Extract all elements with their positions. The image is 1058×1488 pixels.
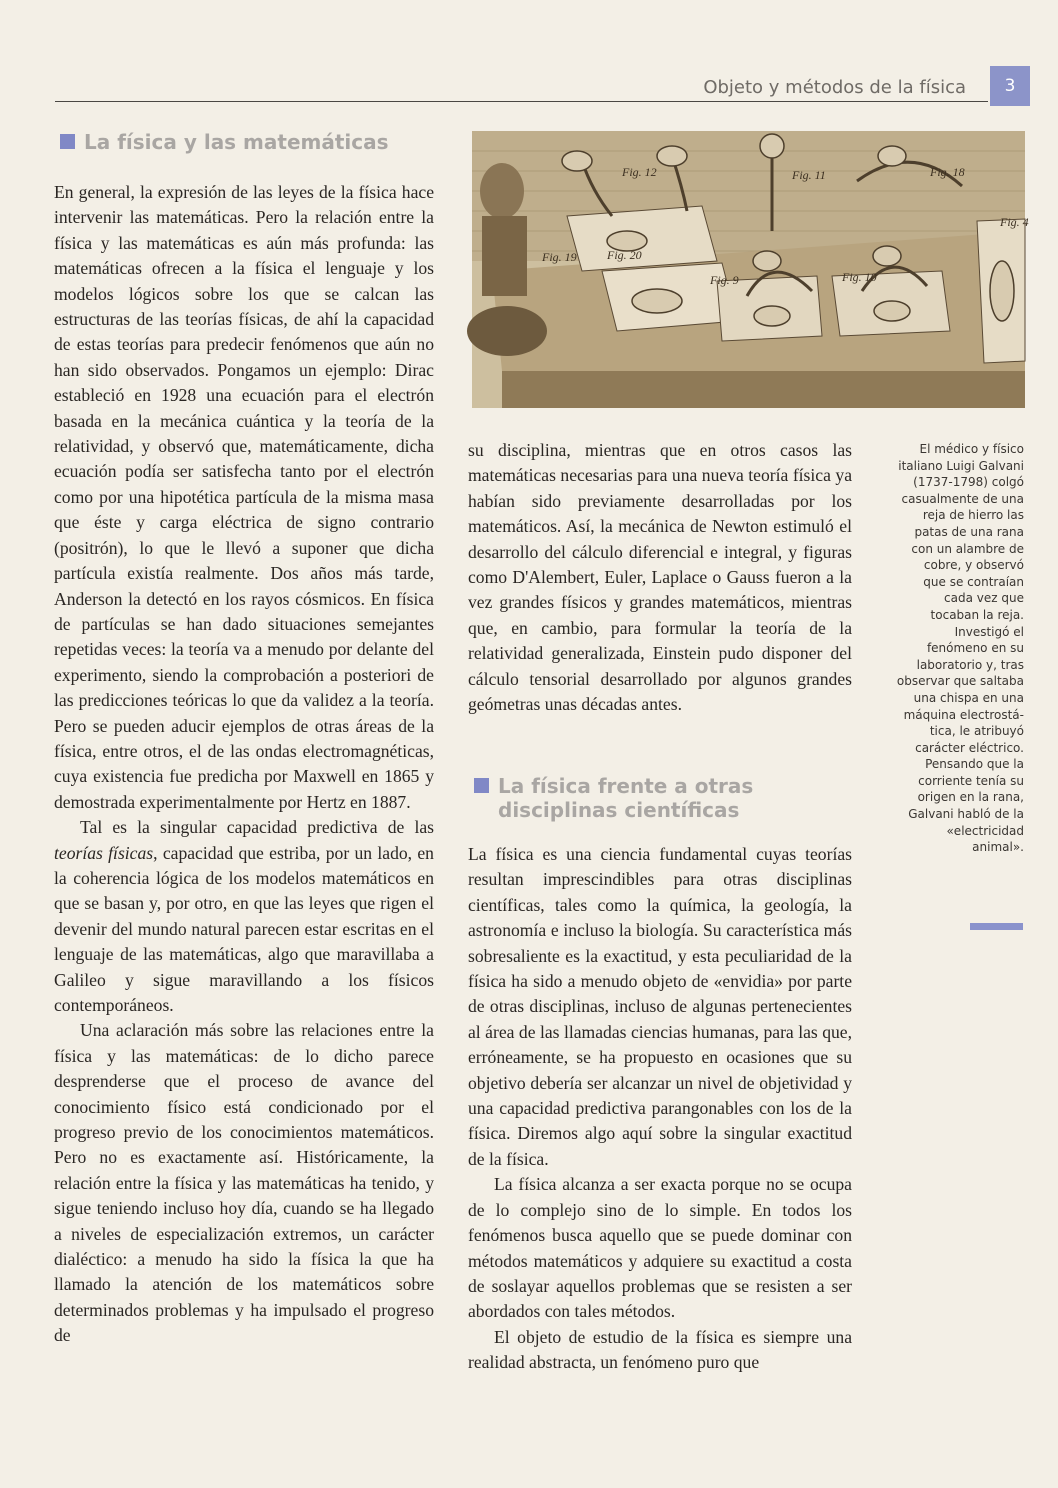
section-heading-physics-math [60, 130, 389, 154]
paragraph: La física es una ciencia fundamental cuyas teorías resultan imprescindibles para otras disciplinas científicas, tales como la química, la geología, la astronomía e incluso la biología. Su característica más sobresaliente es la exactitud, y esta peculiaridad de la física ha sido a menudo objeto de «envidia» por parte de otras disciplinas, incluso de algunas pertenecientes al área de las llamadas ciencias humanas, para las que, erróneamente, se ha propuesto en ocasiones que su objetivo debería ser alcanzar un nivel de objetividad y una capacidad predictiva parangonables con los de la física. Diremos algo aquí sobre la singular exactitud de la física. [468, 844, 852, 1169]
caption-line: «electricidad [946, 823, 1024, 838]
caption-line: cada vez que [944, 591, 1024, 606]
middle-column-bottom [468, 842, 852, 1376]
fig-label: Fig. 20 [607, 248, 642, 262]
section-heading-other-disciplines [474, 774, 753, 822]
caption-line: fenómeno en su [926, 641, 1024, 656]
caption-line: que se contraían [923, 574, 1024, 589]
heading-line: La física frente a otras [498, 774, 754, 798]
caption-line: una chispa en una [913, 690, 1024, 705]
caption-line: reja de hierro las [922, 508, 1024, 523]
left-column [54, 180, 434, 1349]
header-rule [55, 101, 988, 102]
caption-line: italiano Luigi Galvani [898, 458, 1024, 473]
caption-line: con un alambre de [911, 541, 1024, 556]
caption-line: Galvani habló de la [908, 807, 1024, 822]
paragraph [54, 815, 434, 1018]
paragraph: La física alcanza a ser exacta porque no se ocupa de lo complejo sino de lo simple. En todos los fenómenos busca aquello que se puede dominar con métodos matemáticos y adquiere su exactitud a costa de soslayar aquellos problemas que se resisten a ser abordados con tales métodos. [468, 1174, 852, 1322]
paragraph: El objeto de estudio de la física es siempre una realidad abstracta, un fenómeno puro que [468, 1326, 852, 1373]
galvani-engraving-image [472, 131, 1029, 408]
caption-line: El médico y físico [919, 442, 1024, 456]
section-heading-text: La física y las matemáticas [84, 130, 389, 154]
paragraph-text: , capacidad que estriba, por un lado, en la coherencia lógica de los modelos matemáticos en que se basan y, por otro, en que las leyes que rigen el devenir del mundo natural parecen estar escritas en el lenguaje de las matemáticas, algo que maravillaba a Galileo y sigue maravillando a los físicos contemporáneos. [54, 842, 434, 1015]
fig-label: Fig. 10 [842, 270, 877, 284]
middle-column-top [468, 438, 852, 717]
caption-line: corriente tenía su [918, 773, 1024, 788]
section-heading-text [498, 774, 753, 822]
fig-label: Fig. 9 [710, 273, 739, 287]
caption-accent-bar [970, 923, 1023, 930]
caption-line: máquina electrostá- [903, 707, 1024, 722]
caption-line: tocaban la reja. [930, 607, 1024, 622]
running-header-title: Objeto y métodos de la física [703, 77, 966, 98]
caption-line: animal». [972, 840, 1024, 855]
fig-label: Fig. 4 [1000, 215, 1029, 229]
image-caption [868, 441, 1024, 856]
fig-label: Fig. 12 [622, 165, 657, 179]
paragraph: su disciplina, mientras que en otros casos las matemáticas necesarias para una nueva teoría física ya habían sido previamente desarrolladas por los matemáticos. Así, la mecánica de Newton estimuló el desarrollo del cálculo diferencial e integral, y figuras como D'Alembert, Euler, Laplace o Gauss fueron a la vez grandes físicos y grandes matemáticos, mientras que, en cambio, para formular la teoría de la relatividad generalizada, Einstein pudo disponer del cálculo tensorial desarrollado por algunos grandes geómetras unas décadas antes. [468, 440, 852, 715]
caption-line: (1737-1798) colgó [913, 475, 1024, 490]
caption-line: tica, le atribuyó [929, 724, 1024, 739]
fig-label: Fig. 19 [542, 250, 577, 264]
paragraph-text: Tal es la singular capacidad predictiva de las [80, 817, 434, 838]
caption-line: casualmente de una [901, 491, 1024, 506]
caption-line: Investigó el [954, 624, 1024, 639]
caption-line: cobre, y observó [923, 558, 1024, 573]
fig-label: Fig. 18 [930, 165, 965, 179]
heading-line: disciplinas científicas [498, 798, 740, 822]
fig-label: Fig. 11 [792, 168, 826, 182]
caption-line: origen en la rana, [917, 790, 1024, 805]
paragraph: En general, la expresión de las leyes de la física hace intervenir las matemáticas. Pero la relación entre la física y las matemáticas es aún más profunda: las matemáticas ofrecen a la física el lenguaje y los modelos lógicos sobre los que se calcan las estructuras de las teorías físicas, de ahí la capacidad de estas teorías para predecir fenómenos que aún no han sido observados. Pongamos un ejemplo: Dirac estableció en 1928 una ecuación para el electrón basada en la mecánica cuántica y la teoría de la relatividad, y observó que, matemáticamente, dicha ecuación podía ser satisfecha tanto por el electrón como por una hipotética partícula de la misma masa que éste y carga eléctrica de signo contrario (positrón), lo que le llevó a suponer que dicha partícula existía realmente. Dos años más tarde, Anderson la detectó en los rayos cósmicos. En física de partículas se han dado situaciones semejantes repetidas veces: la teoría va a menudo por delante del experimento, siendo la comprobación a posteriori de las predicciones teóricas lo que da validez a la teoría. Pero se pueden aducir ejemplos de otras áreas de la física, entre otros, el de las ondas electromagnéticas, cuya existencia fue predicha por Maxwell en 1865 y demostrada experimentalmente por Hertz en 1887. [54, 182, 434, 812]
caption-line: laboratorio y, tras [916, 657, 1024, 672]
paragraph: Una aclaración más sobre las relaciones entre la física y las matemáticas: de lo dicho parece desprenderse que el proceso de avance del conocimiento físico está condicionado por el progreso previo de los conocimientos matemáticos. Pero no es exactamente así. Históricamente, la relación entre la física y las matemáticas ha tenido, y sigue teniendo incluso hoy día, cuando se ha llegado a niveles de especialización extremos, un carácter dialéctico: a menudo ha sido la física la que ha llamado la atención de los matemáticos sobre determinados problemas y ha impulsado el progreso de [54, 1020, 434, 1346]
caption-line: observar que saltaba [896, 674, 1024, 689]
caption-line: Pensando que la [925, 757, 1024, 772]
heading-square-icon [474, 778, 489, 793]
caption-line: carácter eléctrico. [915, 740, 1024, 755]
page-number-badge: 3 [990, 66, 1030, 106]
heading-square-icon [60, 134, 75, 149]
italic-term: teorías físicas [54, 842, 154, 863]
caption-line: patas de una rana [914, 524, 1024, 539]
